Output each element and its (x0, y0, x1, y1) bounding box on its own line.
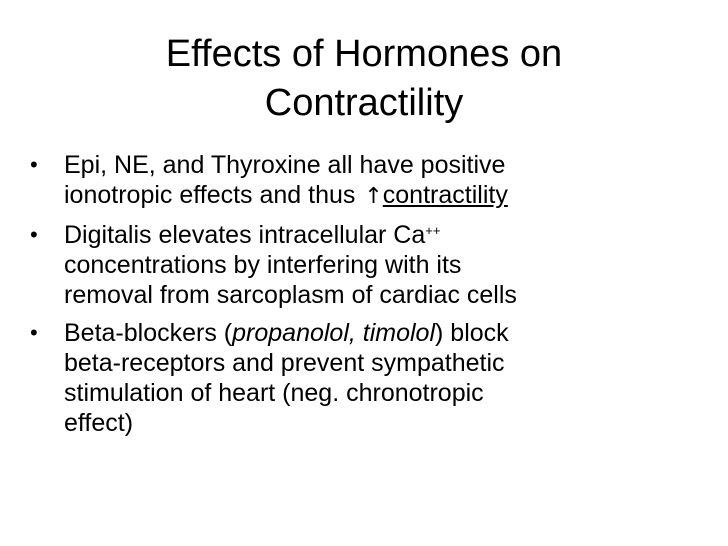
contractility-underlined: contractility (382, 181, 508, 209)
bullet-1-line-2-text: ionotropic effects and thus (64, 181, 363, 209)
bullet-1-line-2 (64, 180, 710, 212)
bullet-2-line-1-text: Digitalis elevates intracellular Ca (64, 221, 426, 249)
bullet-3-line-1-post: ) block (435, 319, 509, 347)
drug-names-italic: propanolol, timolol (232, 319, 436, 347)
bullet-item-2 (30, 220, 710, 310)
bullet-icon: • (30, 320, 38, 345)
slide-title-line-2: Contractility (264, 82, 464, 124)
bullet-3-line-3: stimulation of heart (neg. chronotropic (64, 379, 484, 407)
bullet-3-line-2: beta-receptors and prevent sympathetic (64, 349, 505, 377)
bullet-3-line-1 (64, 318, 710, 348)
bullet-icon: • (30, 222, 38, 247)
bullet-2-line-2: concentrations by interfering with its (64, 251, 462, 279)
bullet-1-line-1: Epi, NE, and Thyroxine all have positive (64, 151, 506, 179)
slide-title-line-1: Effects of Hormones on (165, 33, 563, 75)
bullet-item-3 (30, 318, 710, 438)
bullet-item-1 (30, 150, 710, 212)
bullet-3-line-1-pre: Beta-blockers ( (64, 319, 233, 347)
bullet-2-line-3: removal from sarcoplasm of cardiac cells (64, 281, 517, 309)
bullet-2-line-1 (64, 220, 710, 250)
slide-title (0, 30, 728, 128)
arrow-up-icon: ↑ (364, 184, 383, 209)
bullet-3-line-4: effect) (64, 409, 134, 437)
bullet-icon: • (30, 152, 38, 177)
bullet-list (30, 150, 710, 446)
calcium-charge-superscript: ++ (425, 223, 441, 238)
